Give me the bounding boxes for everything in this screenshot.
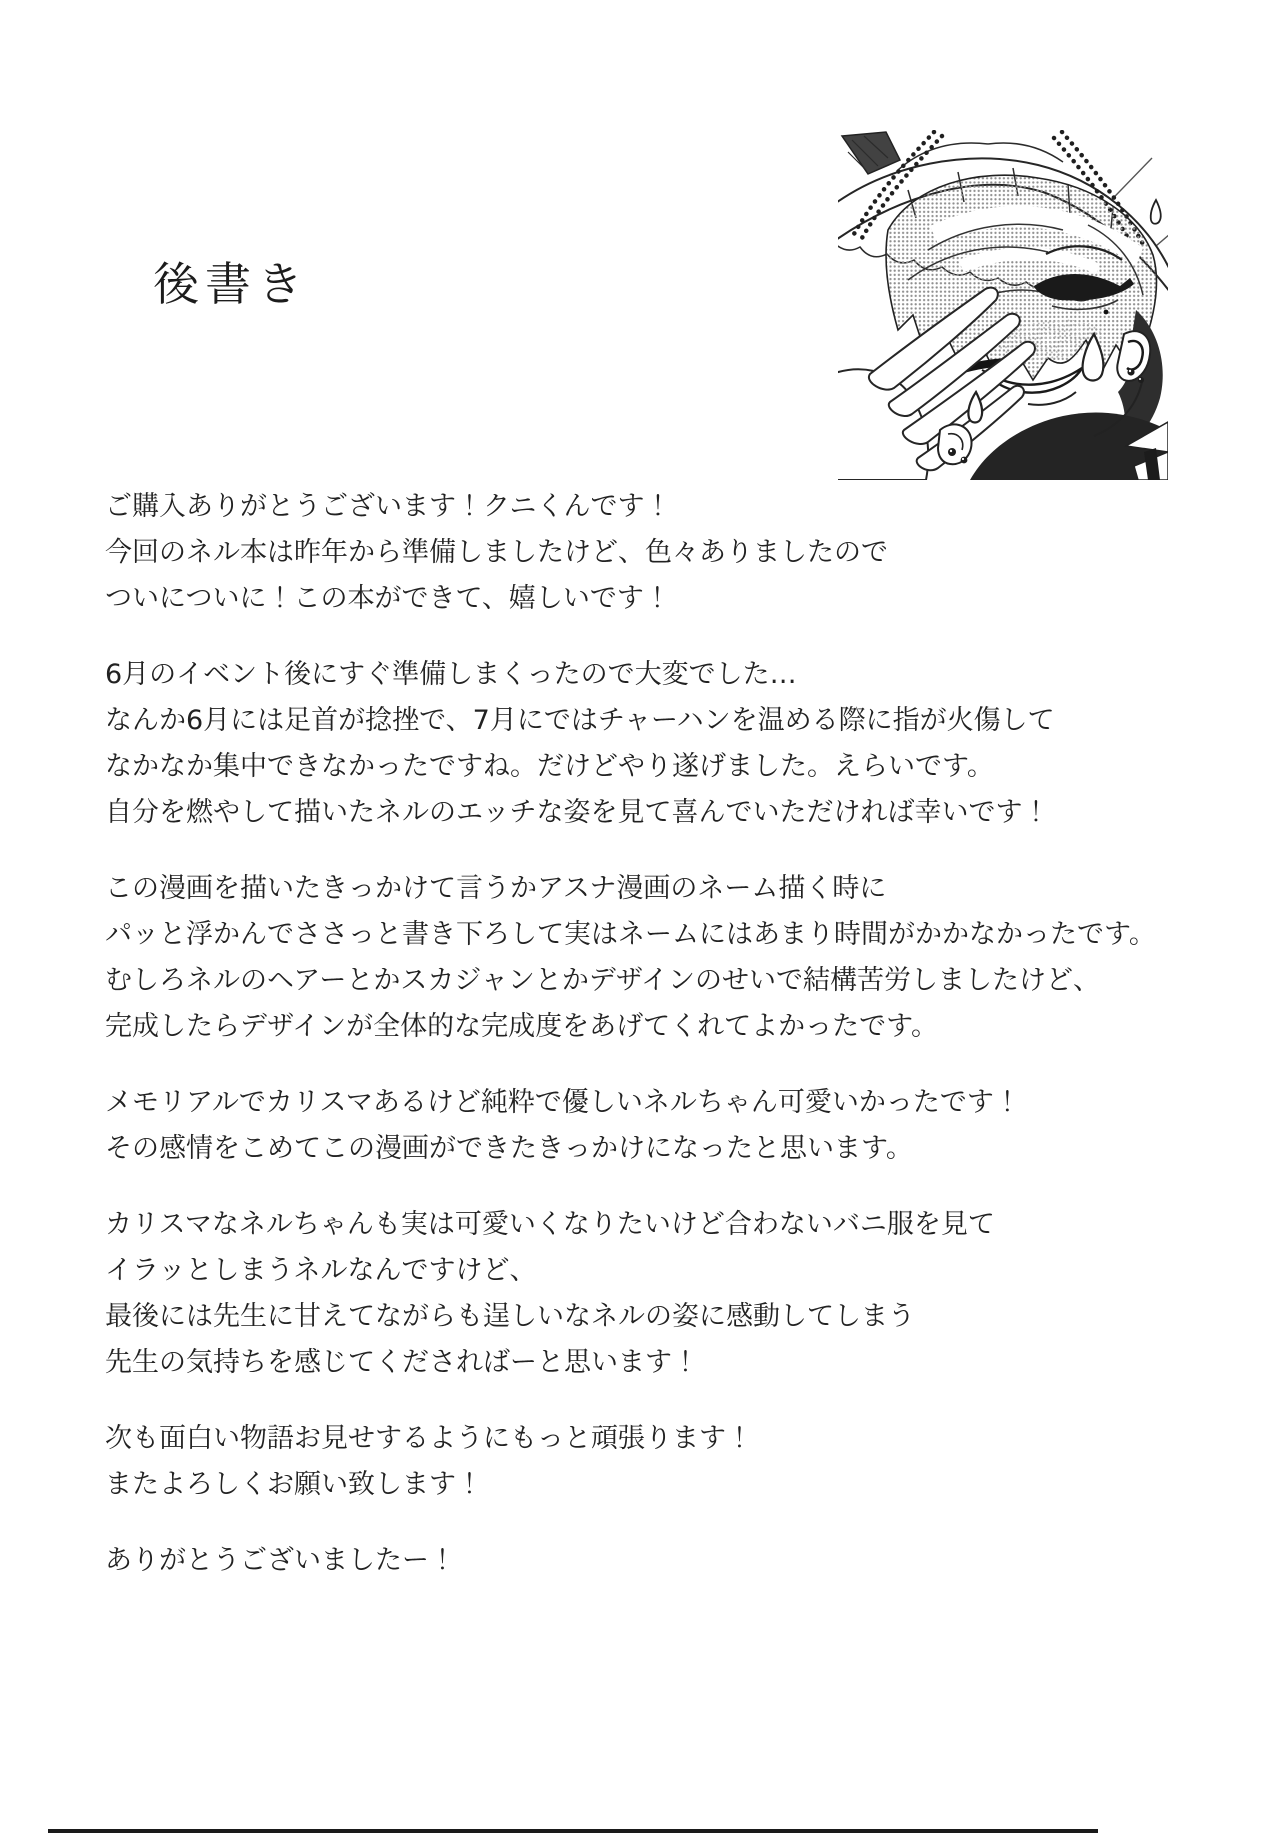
afterword-line: ついについに！この本ができて、嬉しいです！: [105, 583, 671, 614]
afterword-paragraph: [105, 1416, 1225, 1508]
afterword-line: 最後には先生に甘えてながらも逞しいなネルの姿に感動してしまう: [105, 1301, 915, 1332]
afterword-line: イラッとしまうネルなんですけど、: [105, 1255, 537, 1286]
afterword-line: 完成したらデザインが全体的な完成度をあげてくれてよかったです。: [105, 1011, 938, 1042]
afterword-line: カリスマなネルちゃんも実は可愛いくなりたいけど合わないバニ服を見て: [105, 1209, 995, 1240]
afterword-paragraph: [105, 484, 1225, 622]
maid-girl-illustration: [838, 130, 1168, 480]
afterword-line: この漫画を描いたきっかけて言うかアスナ漫画のネーム描く時に: [105, 873, 887, 904]
afterword-line: 次も面白い物語お見せするようにもっと頑張ります！: [105, 1423, 753, 1454]
afterword-line: なかなか集中できなかったですね。だけどやり遂げました。えらいです。: [105, 751, 994, 782]
afterword-text: [105, 484, 1225, 1614]
afterword-line: ありがとうございましたー！: [105, 1545, 456, 1576]
dark-ribbon: [842, 132, 900, 174]
left-ear: [938, 424, 972, 464]
beauty-mark: [1104, 310, 1109, 315]
afterword-line: なんか6月には足首が捻挫で、7月にではチャーハンを温める際に指が火傷して: [105, 705, 1055, 736]
page-title: 後書き: [153, 257, 309, 311]
afterword-line: パッと浮かんでささっと書き下ろして実はネームにはあまり時間がかかなかったです。: [105, 919, 1156, 950]
afterword-paragraph: [105, 1538, 1225, 1584]
afterword-line: 先生の気持ちを感じてくださればーと思います！: [105, 1347, 699, 1378]
afterword-line: ご購入ありがとうございます！クニくんです！: [105, 491, 672, 522]
afterword-line: むしろネルのヘアーとかスカジャンとかデザインのせいで結構苦労しましたけど、: [105, 965, 1100, 996]
afterword-line: メモリアルでカリスマあるけど純粋で優しいネルちゃん可愛いかったです！: [105, 1087, 1021, 1118]
afterword-line: 自分を燃やして描いたネルのエッチな姿を見て喜んでいただければ幸いです！: [105, 797, 1050, 828]
afterword-line: その感情をこめてこの漫画ができたきっかけになったと思います。: [105, 1133, 913, 1164]
afterword-line: 6月のイベント後にすぐ準備しまくったので大変でした…: [105, 659, 797, 690]
afterword-paragraph: [105, 652, 1225, 836]
afterword-paragraph: [105, 1080, 1225, 1172]
scan-edge-artifact: [48, 1829, 1098, 1833]
afterword-line: またよろしくお願い致します！: [105, 1469, 483, 1500]
afterword-paragraph: [105, 1202, 1225, 1386]
afterword-paragraph: [105, 866, 1225, 1050]
afterword-line: 今回のネル本は昨年から準備しましたけど、色々ありましたので: [105, 537, 888, 568]
